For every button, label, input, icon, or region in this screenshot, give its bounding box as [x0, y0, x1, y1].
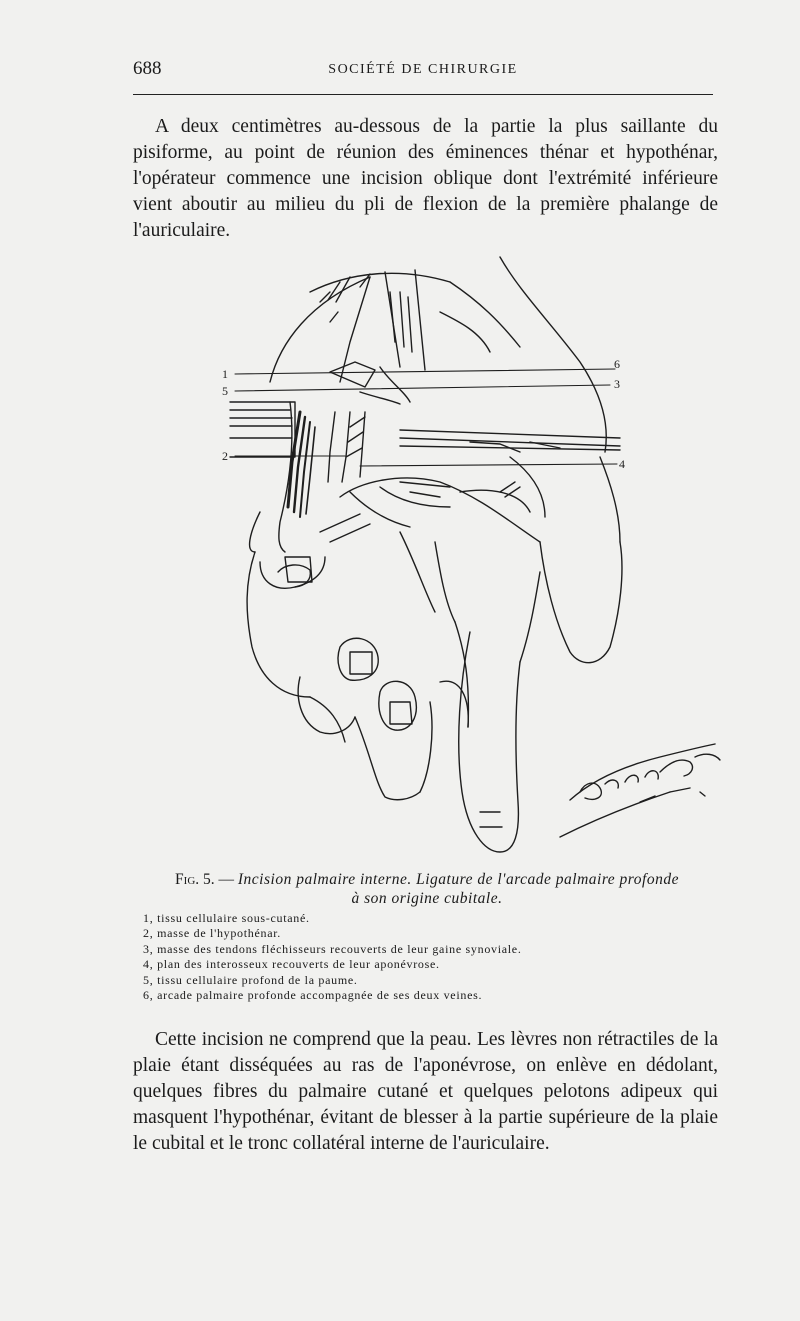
- figure-legend: [143, 911, 703, 1003]
- legend-item: 2, masse de l'hypothénar.: [143, 926, 281, 941]
- figure-caption: [133, 870, 721, 908]
- figure-title-line2: à son origine cubitale.: [351, 890, 503, 907]
- legend-item: 6, arcade palmaire profonde accompagnée de ses deux veines.: [143, 988, 483, 1003]
- running-head: SOCIÉTÉ DE CHIRURGIE: [328, 62, 518, 77]
- leader-label-5: 5: [222, 384, 228, 398]
- legend-item: 4, plan des interosseux recouverts de leur aponévrose.: [143, 957, 440, 972]
- page-number: 688: [133, 58, 162, 79]
- header-rule: [133, 94, 713, 95]
- figure-title-line1: Incision palmaire interne. Ligature de l'arcade palmaire profonde: [237, 871, 679, 888]
- paragraph-top: A deux centimètres au-dessous de la partie la plus saillante du pisiforme, au point de réunion des éminences thénar et hypothénar, l'opérateur commence une incision oblique dont l'extrémité inférieure vient aboutir au milieu du pli de flexion de la première phalange de l'auriculaire.: [133, 116, 718, 241]
- legend-item: 1, tissu cellulaire sous-cutané.: [143, 911, 310, 925]
- hand-incision-drawing: [200, 252, 740, 862]
- paragraph-bottom: Cette incision ne comprend que la peau. Les lèvres non rétractiles de la plaie étant disséquées au ras de l'aponévrose, on enlève en dédolant, quelques fibres du palmaire cutané et quelques pelotons adipeux qui masquent l'hypothénar, évitant de blesser à la partie supérieure de la plaie le cubital et le tronc collatéral interne de l'auriculaire.: [133, 1029, 718, 1154]
- leader-label-6: 6: [614, 357, 620, 371]
- legend-item: 5, tissu cellulaire profond de la paume.: [143, 972, 358, 987]
- leader-label-2: 2: [222, 449, 228, 463]
- leader-label-1: 1: [222, 367, 228, 381]
- legend-item: 3, masse des tendons fléchisseurs recouverts de leur gaine synoviale.: [143, 941, 522, 956]
- page-header: [133, 58, 713, 86]
- leader-label-4: 4: [619, 457, 625, 471]
- surgical-illustration: [200, 252, 740, 862]
- leader-label-3: 3: [614, 377, 620, 391]
- figure-number: Fig. 5. —: [175, 871, 235, 888]
